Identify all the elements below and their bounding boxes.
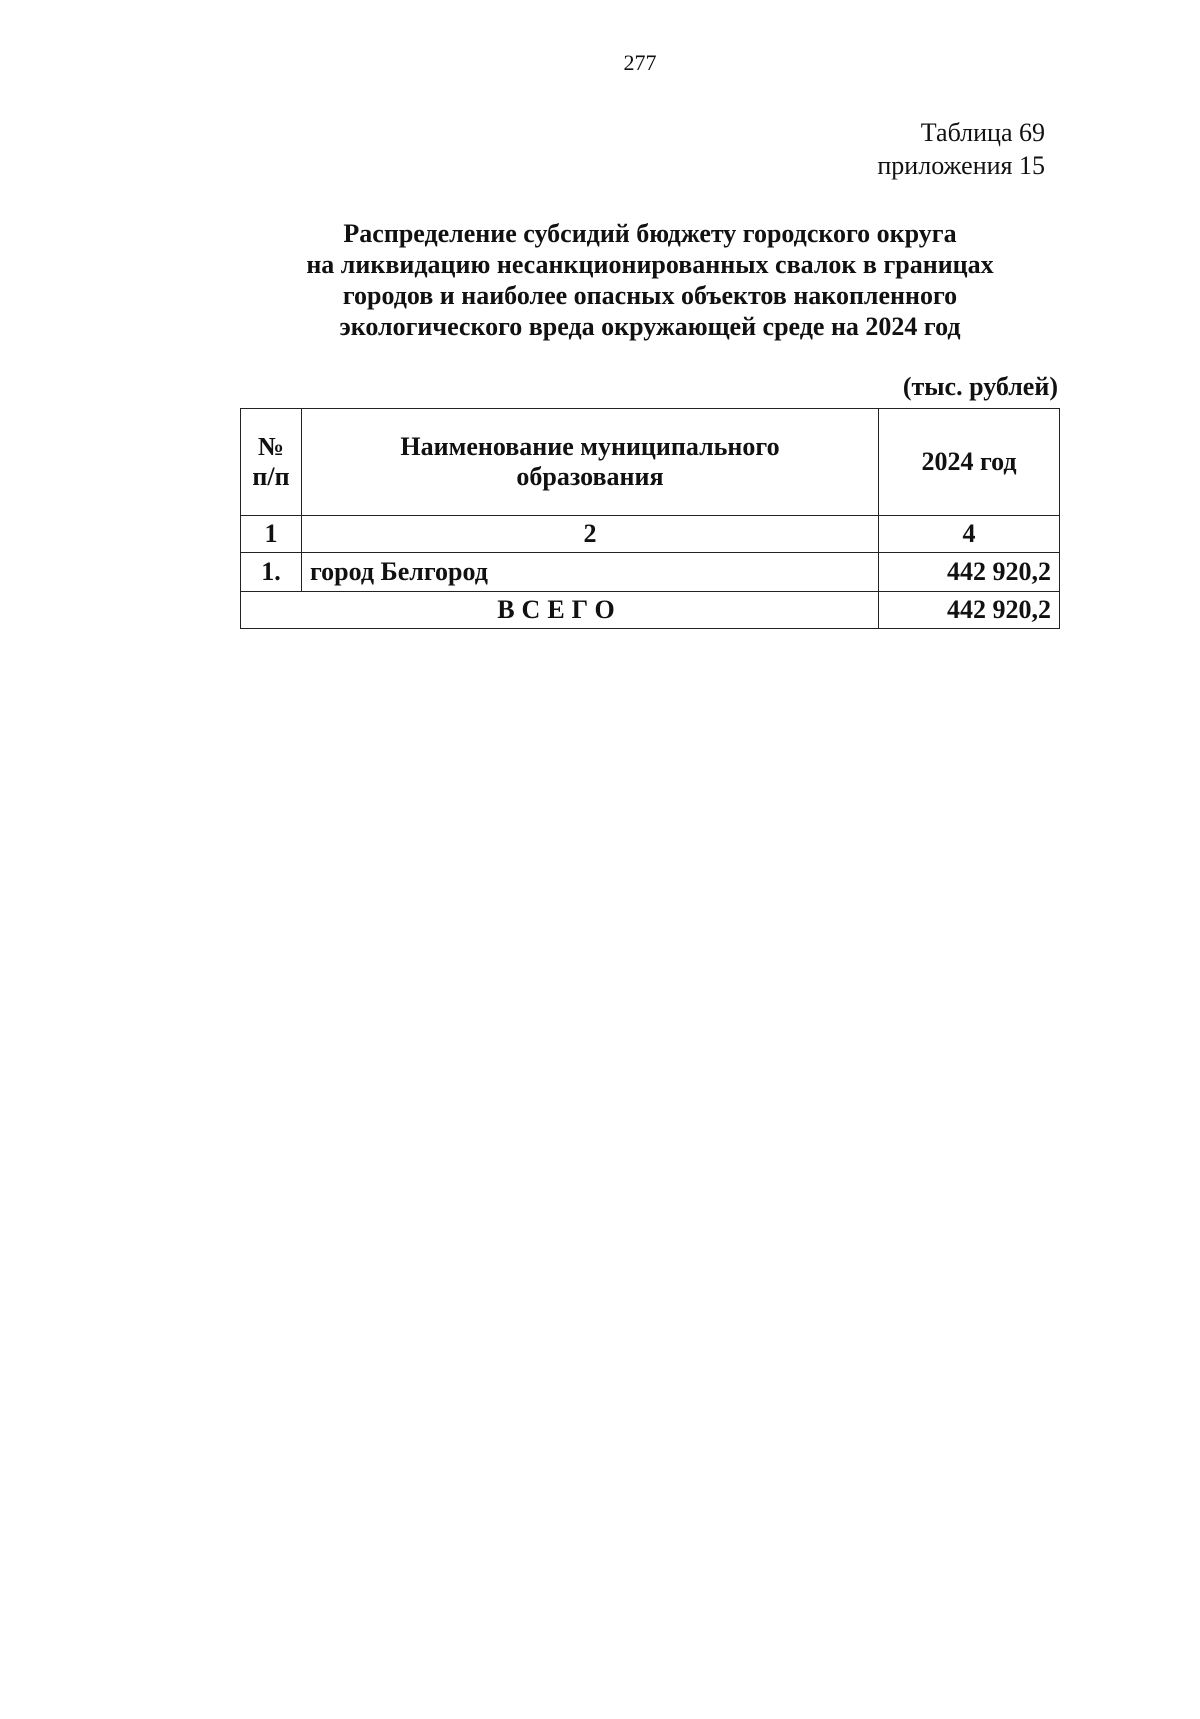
total-label: ВСЕГО	[241, 592, 879, 629]
title-line-4: экологического вреда окружающей среде на 2024 год	[339, 312, 961, 341]
header-name-line-2: образования	[516, 462, 664, 491]
table-ref-line-2: приложения 15	[877, 151, 1045, 180]
units-label: (тыс. рублей)	[902, 372, 1058, 401]
row-municipality-name: город Белгород	[302, 553, 879, 592]
title-line-2: на ликвидацию несанкционированных свалок в границах	[306, 250, 994, 279]
column-index-2: 2	[302, 516, 879, 553]
total-row	[241, 592, 1060, 629]
table-row	[241, 553, 1060, 592]
header-number-cell	[241, 409, 302, 516]
column-index-row	[241, 516, 1060, 553]
row-number: 1.	[241, 553, 302, 592]
table-ref-line-1: Таблица 69	[920, 118, 1045, 147]
title-line-1: Распределение субсидий бюджету городского округа	[343, 219, 957, 248]
document-title	[200, 218, 1100, 342]
row-value: 442 920,2	[879, 553, 1060, 592]
header-name-cell	[302, 409, 879, 516]
header-year-cell: 2024 год	[879, 409, 1060, 516]
header-number-line-1: №	[257, 432, 285, 461]
table-reference	[877, 116, 1045, 182]
total-value: 442 920,2	[879, 592, 1060, 629]
column-index-1: 1	[241, 516, 302, 553]
column-index-3: 4	[879, 516, 1060, 553]
title-line-3: городов и наиболее опасных объектов накопленного	[342, 281, 958, 310]
header-number-line-2: п/п	[252, 462, 290, 491]
subsidy-table	[240, 408, 1060, 629]
table-header-row	[241, 409, 1060, 516]
page-number: 277	[623, 50, 657, 75]
header-name-line-1: Наименование муниципального	[400, 432, 780, 461]
